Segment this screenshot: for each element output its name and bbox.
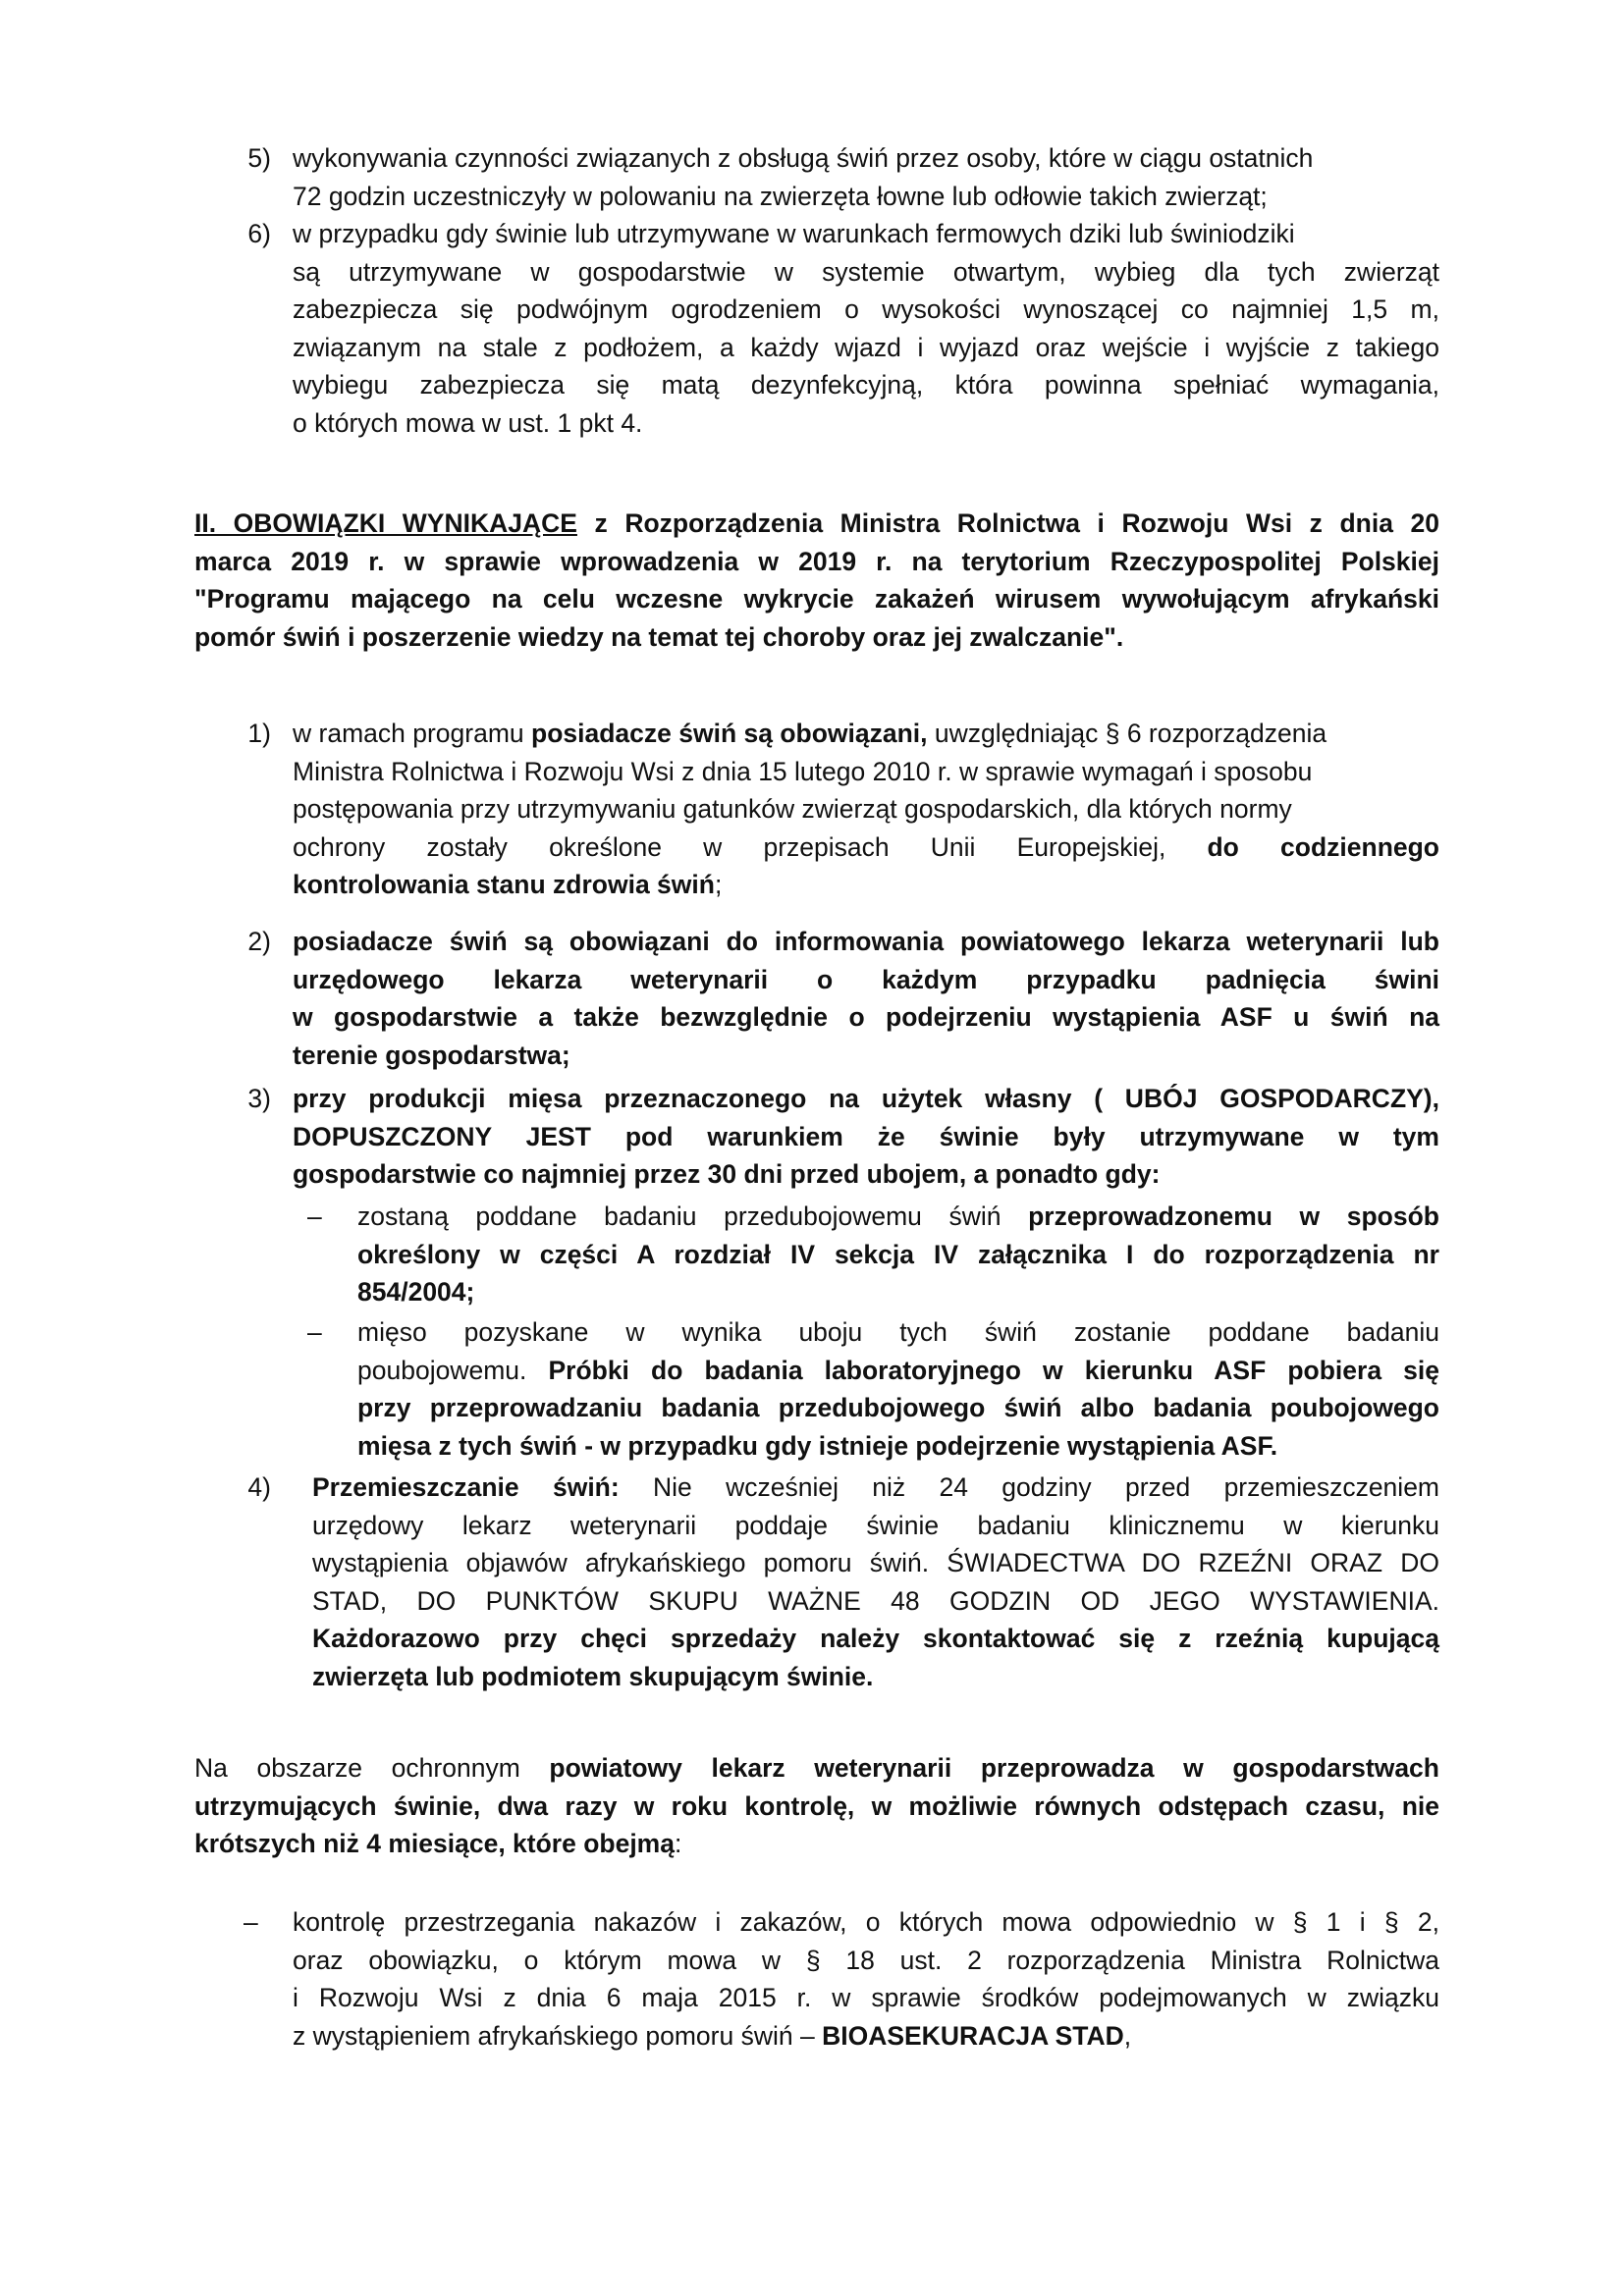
text-line: Każdorazowo przy chęci sprzedaży należy skontaktować się z rzeźnią kupującą <box>312 1624 1439 1653</box>
text-line: STAD, DO PUNKTÓW SKUPU WAŻNE 48 GODZIN OD JEGO WYSTAWIENIA. <box>312 1585 1439 1616</box>
dash-marker: – <box>307 1317 322 1347</box>
text-line: przy przeprowadzaniu badania przedubojowego świń albo badania poubojowego <box>357 1393 1439 1422</box>
sub-item-1 <box>357 1198 1439 1311</box>
list-item-1 <box>293 715 1439 904</box>
text-line: urzędowego lekarza weterynarii o każdym przypadku padnięcia świni <box>293 964 1439 994</box>
list-item-3 <box>293 1080 1439 1194</box>
closing-paragraph <box>194 1749 1439 1863</box>
text-line: w przypadku gdy świnie lub utrzymywane w warunkach fermowych dziki lub świniodziki <box>293 219 1295 248</box>
text-line: przy produkcji mięsa przeznaczonego na użytek własny ( UBÓJ GOSPODARCZY), <box>293 1084 1439 1113</box>
heading-underlined: II. OBOWIĄZKI WYNIKAJĄCE <box>194 508 577 538</box>
text-line: Na obszarze ochronnym powiatowy lekarz weterynarii przeprowadza w gospodarstwach <box>194 1753 1439 1783</box>
text-line: określony w części A rozdział IV sekcja IV załącznika I do rozporządzenia nr <box>357 1239 1439 1269</box>
text-line: z wystąpieniem afrykańskiego pomoru świń – BIOASEKURACJA STAD, <box>293 2020 1132 2051</box>
text-line: kontrolowania stanu zdrowia świń; <box>293 870 723 899</box>
text-line: kontrolę przestrzegania nakazów i zakazów, o których mowa odpowiednio w § 1 i § 2, <box>293 1907 1439 1937</box>
text-line: krótszych niż 4 miesiące, które obejmą: <box>194 1829 682 1858</box>
section-heading <box>194 505 1439 656</box>
list-item-2 <box>293 923 1439 1074</box>
text-line: oraz obowiązku, o którym mowa w § 18 ust. 2 rozporządzenia Ministra Rolnictwa <box>293 1945 1439 1975</box>
text-line: wykonywania czynności związanych z obsługą świń przez osoby, które w ciągu ostatnich <box>293 143 1314 173</box>
heading-line: II. OBOWIĄZKI WYNIKAJĄCE z Rozporządzenia Ministra Rolnictwa i Rozwoju Wsi z dnia 20 <box>194 508 1439 538</box>
list-number: 5) <box>247 143 271 173</box>
heading-line: pomór świń i poszerzenie wiedzy na temat tej choroby oraz jej zwalczanie". <box>194 621 1124 652</box>
text-line: 854/2004; <box>357 1277 475 1307</box>
text-line: w ramach programu posiadacze świń są obowiązani, uwzględniając § 6 rozporządzenia <box>293 719 1327 748</box>
list-item-5 <box>293 139 1439 215</box>
text-line: mięso pozyskane w wynika uboju tych świń zostanie poddane badaniu <box>357 1317 1439 1347</box>
text-line: poubojowemu. Próbki do badania laboratoryjnego w kierunku ASF pobiera się <box>357 1355 1439 1385</box>
text-line: Ministra Rolnictwa i Rozwoju Wsi z dnia 15 lutego 2010 r. w sprawie wymagań i sposobu <box>293 756 1313 786</box>
text-line: Przemieszczanie świń: Nie wcześniej niż 24 godziny przed przemieszczeniem <box>312 1472 1440 1502</box>
text-line: wybiegu zabezpiecza się matą dezynfekcyjną, która powinna spełniać wymagania, <box>293 370 1439 400</box>
text-line: są utrzymywane w gospodarstwie w systemie otwartym, wybieg dla tych zwierząt <box>293 256 1439 287</box>
list-number: 2) <box>247 927 271 956</box>
list-item-4 <box>312 1468 1439 1695</box>
list-item-6 <box>293 215 1439 442</box>
text-line: o których mowa w ust. 1 pkt 4. <box>293 407 643 438</box>
sub-item-2 <box>357 1313 1439 1465</box>
list-number: 6) <box>247 219 271 248</box>
text-line: gospodarstwie co najmniej przez 30 dni przed ubojem, a ponadto gdy: <box>293 1159 1161 1189</box>
heading-line: "Programu mającego na celu wczesne wykrycie zakażeń wirusem wywołującym afrykański <box>194 584 1439 614</box>
closing-bullet-item <box>293 1903 1439 2055</box>
text-line: mięsa z tych świń - w przypadku gdy istnieje podejrzenie wystąpienia ASF. <box>357 1430 1278 1461</box>
text-line: DOPUSZCZONY JEST pod warunkiem że świnie były utrzymywane w tym <box>293 1121 1439 1151</box>
text-line: urzędowy lekarz weterynarii poddaje świnie badaniu klinicznemu w kierunku <box>312 1510 1439 1540</box>
dash-marker: – <box>244 1907 258 1937</box>
list-number: 1) <box>247 719 271 748</box>
text-line: zostaną poddane badaniu przedubojowemu świń przeprowadzonemu w sposób <box>357 1201 1439 1231</box>
text-line: ochrony zostały określone w przepisach Unii Europejskiej, do codziennego <box>293 831 1439 862</box>
text-line: i Rozwoju Wsi z dnia 6 maja 2015 r. w sprawie środków podejmowanych w związku <box>293 1983 1439 2012</box>
heading-line: marca 2019 r. w sprawie wprowadzenia w 2019 r. na terytorium Rzeczypospolitej Polskiej <box>194 546 1439 576</box>
text-line: terenie gospodarstwa; <box>293 1040 570 1070</box>
list-number: 4) <box>247 1472 271 1502</box>
text-line: posiadacze świń są obowiązani do informowania powiatowego lekarza weterynarii lub <box>293 927 1439 956</box>
text-line: wystąpienia objawów afrykańskiego pomoru świń. ŚWIADECTWA DO RZEŹNI ORAZ DO <box>312 1548 1439 1577</box>
text-line: w gospodarstwie a także bezwzględnie o podejrzeniu wystąpienia ASF u świń na <box>293 1002 1439 1032</box>
text-line: postępowania przy utrzymywaniu gatunków zwierząt gospodarskich, dla których normy <box>293 794 1292 824</box>
dash-marker: – <box>307 1201 322 1231</box>
text-line: zabezpiecza się podwójnym ogrodzeniem o wysokości wynoszącej co najmniej 1,5 m, <box>293 294 1439 324</box>
text-line: utrzymujących świnie, dwa razy w roku kontrolę, w możliwie równych odstępach czasu, nie <box>194 1790 1439 1821</box>
text-line: 72 godzin uczestniczyły w polowaniu na zwierzęta łowne lub odłowie takich zwierząt; <box>293 181 1268 211</box>
list-number: 3) <box>247 1084 271 1113</box>
text-line: zwierzęta lub podmiotem skupującym świnie. <box>312 1661 874 1691</box>
text-line: związanym na stale z podłożem, a każdy wjazd i wyjazd oraz wejście i wyjście z takiego <box>293 332 1439 362</box>
